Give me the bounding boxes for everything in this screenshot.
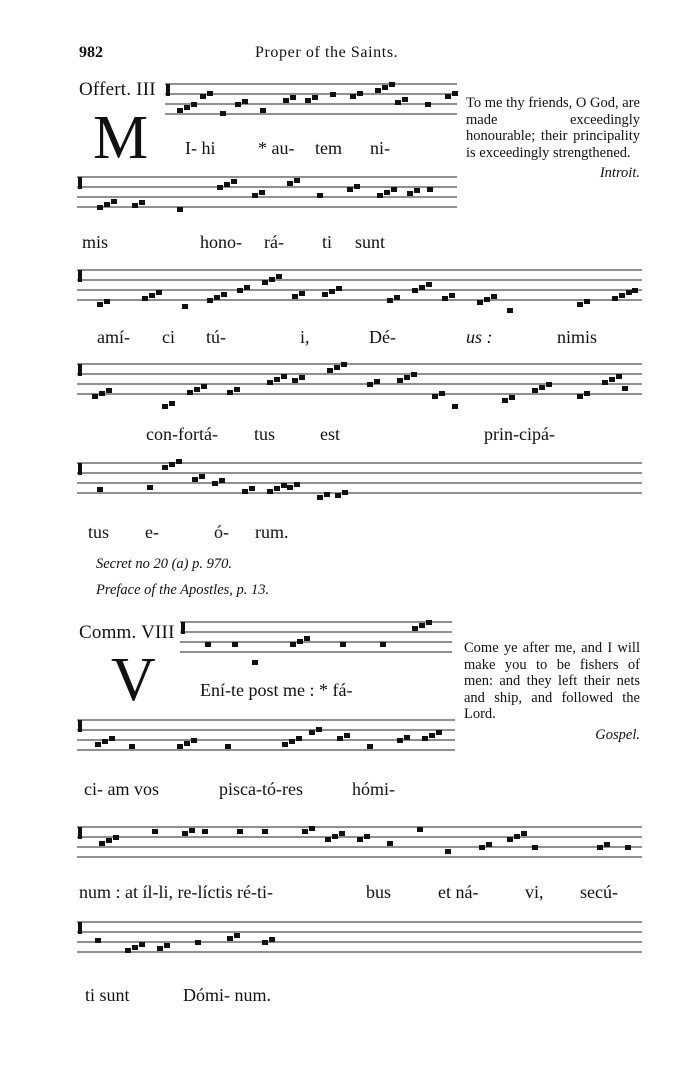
offertory-staff-1 xyxy=(165,80,457,120)
neume xyxy=(296,736,302,741)
neume xyxy=(237,288,243,293)
offertory-staff-4 xyxy=(77,360,642,412)
lyric: e- xyxy=(145,522,159,542)
neume xyxy=(274,486,280,491)
neume xyxy=(387,841,393,846)
neume xyxy=(260,108,266,113)
lyric: est xyxy=(320,424,340,444)
neume xyxy=(125,948,131,953)
neume xyxy=(182,831,188,836)
neume xyxy=(212,481,218,486)
neume xyxy=(407,191,413,196)
neume xyxy=(269,937,275,942)
neume xyxy=(219,478,225,483)
preface-reference: Preface of the Apostles, p. 13. xyxy=(96,582,270,598)
neume xyxy=(262,829,268,834)
neume xyxy=(342,490,348,495)
neume xyxy=(249,486,255,491)
neume xyxy=(224,182,230,187)
neume xyxy=(380,642,386,647)
neume xyxy=(507,308,513,313)
neume xyxy=(330,92,336,97)
neume xyxy=(252,193,258,198)
neume xyxy=(177,108,183,113)
neume xyxy=(584,299,590,304)
neume xyxy=(335,493,341,498)
neume xyxy=(387,298,393,303)
neume xyxy=(276,274,282,279)
neume xyxy=(612,296,618,301)
clef-mark xyxy=(181,622,185,634)
neume xyxy=(419,285,425,290)
lyric: pisca-tó-res xyxy=(219,779,303,799)
neume xyxy=(452,91,458,96)
neume xyxy=(357,837,363,842)
neume xyxy=(147,485,153,490)
neume xyxy=(445,849,451,854)
neume xyxy=(221,292,227,297)
neume xyxy=(419,623,425,628)
neume xyxy=(334,365,340,370)
neume xyxy=(391,187,397,192)
neume xyxy=(337,736,343,741)
neume xyxy=(609,377,615,382)
neume xyxy=(113,835,119,840)
neume xyxy=(106,838,112,843)
offertory-label: Offert. III xyxy=(79,79,156,100)
lyric: Dé- xyxy=(369,327,396,347)
neume xyxy=(106,388,112,393)
neume xyxy=(132,203,138,208)
neume xyxy=(367,382,373,387)
neume xyxy=(194,387,200,392)
neume xyxy=(622,386,628,391)
neume xyxy=(149,293,155,298)
neume xyxy=(414,188,420,193)
running-title: Proper of the Saints. xyxy=(255,44,399,61)
neume xyxy=(389,82,395,87)
lyric: mis xyxy=(82,232,109,252)
neume xyxy=(282,742,288,747)
neume xyxy=(184,105,190,110)
neume xyxy=(532,388,538,393)
neume xyxy=(577,302,583,307)
neume xyxy=(262,280,268,285)
neume xyxy=(262,940,268,945)
neume xyxy=(317,495,323,500)
neume xyxy=(436,730,442,735)
lyric: I- hi xyxy=(185,138,216,158)
neume xyxy=(182,304,188,309)
neume xyxy=(97,487,103,492)
neume xyxy=(427,187,433,192)
neume xyxy=(442,296,448,301)
offertory-staff-3 xyxy=(77,266,642,314)
page-number: 982 xyxy=(79,44,103,61)
neume xyxy=(290,95,296,100)
neume xyxy=(336,286,342,291)
neume xyxy=(292,294,298,299)
offertory-staff-2 xyxy=(77,173,457,213)
neume xyxy=(422,736,428,741)
clef-mark xyxy=(78,463,82,475)
neume xyxy=(357,91,363,96)
neume xyxy=(205,642,211,647)
neume xyxy=(509,395,515,400)
neume xyxy=(602,380,608,385)
neume xyxy=(577,394,583,399)
neume xyxy=(339,831,345,836)
lyric: sunt xyxy=(355,232,386,252)
neume xyxy=(344,733,350,738)
neume xyxy=(259,190,265,195)
neume xyxy=(309,826,315,831)
offertory-translation: To me thy friends, O God, are made exceedingly honourable; their principality is exceedingly strengthened. Introit. xyxy=(466,95,640,181)
neume xyxy=(322,292,328,297)
neume xyxy=(227,390,233,395)
neume xyxy=(479,845,485,850)
lyric: vi, xyxy=(525,882,544,902)
lyric: amí- xyxy=(97,327,130,347)
neume xyxy=(202,829,208,834)
neume xyxy=(267,380,273,385)
neume xyxy=(426,282,432,287)
neume xyxy=(341,362,347,367)
communion-staff-1 xyxy=(180,618,452,666)
neume xyxy=(289,739,295,744)
lyric: nimis xyxy=(557,327,598,347)
neume xyxy=(626,290,632,295)
neume xyxy=(404,375,410,380)
neume xyxy=(97,205,103,210)
neume xyxy=(162,465,168,470)
neume xyxy=(217,185,223,190)
neume xyxy=(449,293,455,298)
neume xyxy=(102,739,108,744)
lyric: i, xyxy=(300,327,310,347)
neume xyxy=(367,744,373,749)
neume xyxy=(377,193,383,198)
neume xyxy=(156,290,162,295)
secret-reference: Secret no 20 (a) p. 970. xyxy=(96,556,232,572)
neume xyxy=(199,474,205,479)
neume xyxy=(597,845,603,850)
neume xyxy=(92,394,98,399)
lyric: ó- xyxy=(214,522,229,542)
neume xyxy=(325,837,331,842)
neume xyxy=(231,179,237,184)
neume xyxy=(432,394,438,399)
neume xyxy=(502,398,508,403)
neume xyxy=(412,626,418,631)
neume xyxy=(445,94,451,99)
neume xyxy=(104,299,110,304)
neume xyxy=(234,387,240,392)
lyric: et ná- xyxy=(438,882,479,902)
neume xyxy=(397,738,403,743)
neume xyxy=(104,202,110,207)
neume xyxy=(384,190,390,195)
neume xyxy=(274,377,280,382)
lyric: hómi- xyxy=(352,779,395,799)
communion-staff-4 xyxy=(77,918,642,964)
neume xyxy=(214,295,220,300)
neume xyxy=(281,483,287,488)
lyric: tú- xyxy=(206,327,226,347)
neume xyxy=(484,297,490,302)
neume xyxy=(429,733,435,738)
neume xyxy=(294,178,300,183)
lyric: con-fortá- xyxy=(146,424,218,444)
neume xyxy=(317,193,323,198)
neume xyxy=(191,738,197,743)
neume xyxy=(404,735,410,740)
neume xyxy=(412,288,418,293)
neume xyxy=(220,111,226,116)
lyric: num : at íl-li, re-líctis ré-ti- xyxy=(79,882,273,902)
neume xyxy=(132,945,138,950)
neume xyxy=(152,829,158,834)
translation-source: Gospel. xyxy=(595,726,640,743)
neume xyxy=(176,459,182,464)
neume xyxy=(225,744,231,749)
neume xyxy=(242,99,248,104)
offertory-initial: M xyxy=(93,104,149,172)
neume xyxy=(507,837,513,842)
neume xyxy=(292,378,298,383)
neume xyxy=(425,102,431,107)
neume xyxy=(395,100,401,105)
translation-source: Introit. xyxy=(599,165,640,181)
lyric: ci xyxy=(162,327,175,347)
neume xyxy=(532,845,538,850)
neume xyxy=(281,374,287,379)
neume xyxy=(139,942,145,947)
neume xyxy=(252,660,258,665)
neume xyxy=(394,295,400,300)
clef-mark xyxy=(78,177,82,189)
lyric: prin-cipá- xyxy=(484,424,555,444)
offertory-staff-5 xyxy=(77,459,642,507)
neume xyxy=(619,293,625,298)
neume xyxy=(316,727,322,732)
neume xyxy=(439,391,445,396)
neume xyxy=(604,842,610,847)
neume xyxy=(234,933,240,938)
communion-staff-3 xyxy=(77,823,642,869)
neume xyxy=(417,827,423,832)
neume xyxy=(99,391,105,396)
neume xyxy=(162,404,168,409)
neume xyxy=(142,296,148,301)
lyric: tem xyxy=(315,138,342,158)
neume xyxy=(177,744,183,749)
communion-label: Comm. VIII xyxy=(79,622,175,643)
neume xyxy=(491,294,497,299)
neume xyxy=(350,94,356,99)
neume xyxy=(294,482,300,487)
neume xyxy=(539,385,545,390)
lyric: ni- xyxy=(370,138,390,158)
lyric: bus xyxy=(366,882,392,902)
neume xyxy=(452,404,458,409)
neume xyxy=(129,744,135,749)
neume xyxy=(99,841,105,846)
neume xyxy=(177,207,183,212)
lyric: Dómi- num. xyxy=(183,985,271,1005)
clef-mark xyxy=(78,922,82,934)
neume xyxy=(139,200,145,205)
neume xyxy=(324,492,330,497)
lyric: tus xyxy=(88,522,110,542)
neume xyxy=(95,938,101,943)
neume xyxy=(302,829,308,834)
lyric: rá- xyxy=(264,232,284,252)
neume xyxy=(192,477,198,482)
neume xyxy=(244,285,250,290)
clef-mark xyxy=(78,364,82,376)
clef-mark xyxy=(166,84,170,96)
neume xyxy=(227,936,233,941)
neume xyxy=(584,391,590,396)
lyric: secú- xyxy=(580,882,618,902)
neume xyxy=(111,199,117,204)
neume xyxy=(232,642,238,647)
neume xyxy=(164,943,170,948)
neume xyxy=(521,831,527,836)
neume xyxy=(632,288,638,293)
lyric: ti xyxy=(322,232,333,252)
clef-mark xyxy=(78,270,82,282)
neume xyxy=(189,828,195,833)
neume xyxy=(426,620,432,625)
communion-translation: Come ye after me, and I will make you to be fishers of men: and they left their nets and ship, and followed the Lord. Gospel. xyxy=(464,640,640,743)
neume xyxy=(327,368,333,373)
neume xyxy=(329,289,335,294)
lyric: ti sunt xyxy=(85,985,130,1005)
neume xyxy=(169,401,175,406)
neume xyxy=(297,639,303,644)
neume xyxy=(304,636,310,641)
neume xyxy=(267,489,273,494)
neume xyxy=(411,372,417,377)
neume xyxy=(157,946,163,951)
neume xyxy=(201,384,207,389)
neume xyxy=(269,277,275,282)
neume xyxy=(332,834,338,839)
neume xyxy=(195,940,201,945)
neume xyxy=(354,184,360,189)
neume xyxy=(477,300,483,305)
neume xyxy=(184,741,190,746)
communion-initial: V xyxy=(111,646,156,714)
lyric: rum. xyxy=(255,522,289,542)
neume xyxy=(283,98,289,103)
neume xyxy=(309,730,315,735)
neume xyxy=(402,97,408,102)
neume xyxy=(312,95,318,100)
neume xyxy=(207,298,213,303)
lyric: ci- am vos xyxy=(84,779,159,799)
neume xyxy=(347,187,353,192)
lyric: us : xyxy=(466,327,493,347)
clef-mark xyxy=(78,720,82,732)
lyric: Ení-te post me : * fá- xyxy=(200,680,353,700)
lyric: hono- xyxy=(200,232,242,252)
neume xyxy=(290,642,296,647)
neume xyxy=(616,374,622,379)
neume xyxy=(200,94,206,99)
neume xyxy=(242,489,248,494)
neume xyxy=(374,379,380,384)
neume xyxy=(187,390,193,395)
neume xyxy=(299,375,305,380)
clef-mark xyxy=(78,827,82,839)
communion-staff-2 xyxy=(77,716,455,766)
neume xyxy=(546,382,552,387)
neume xyxy=(486,842,492,847)
neume xyxy=(207,91,213,96)
neume xyxy=(514,834,520,839)
neume xyxy=(287,485,293,490)
neume xyxy=(364,834,370,839)
lyric: tus xyxy=(254,424,276,444)
neume xyxy=(299,291,305,296)
neume xyxy=(237,829,243,834)
neume xyxy=(397,378,403,383)
neume xyxy=(375,88,381,93)
neume xyxy=(625,845,631,850)
lyric: * au- xyxy=(258,138,295,158)
neume xyxy=(235,102,241,107)
neume xyxy=(340,642,346,647)
neume xyxy=(382,85,388,90)
neume xyxy=(305,98,311,103)
neume xyxy=(191,102,197,107)
neume xyxy=(287,181,293,186)
neume xyxy=(95,742,101,747)
neume xyxy=(97,302,103,307)
neume xyxy=(109,736,115,741)
neume xyxy=(169,462,175,467)
